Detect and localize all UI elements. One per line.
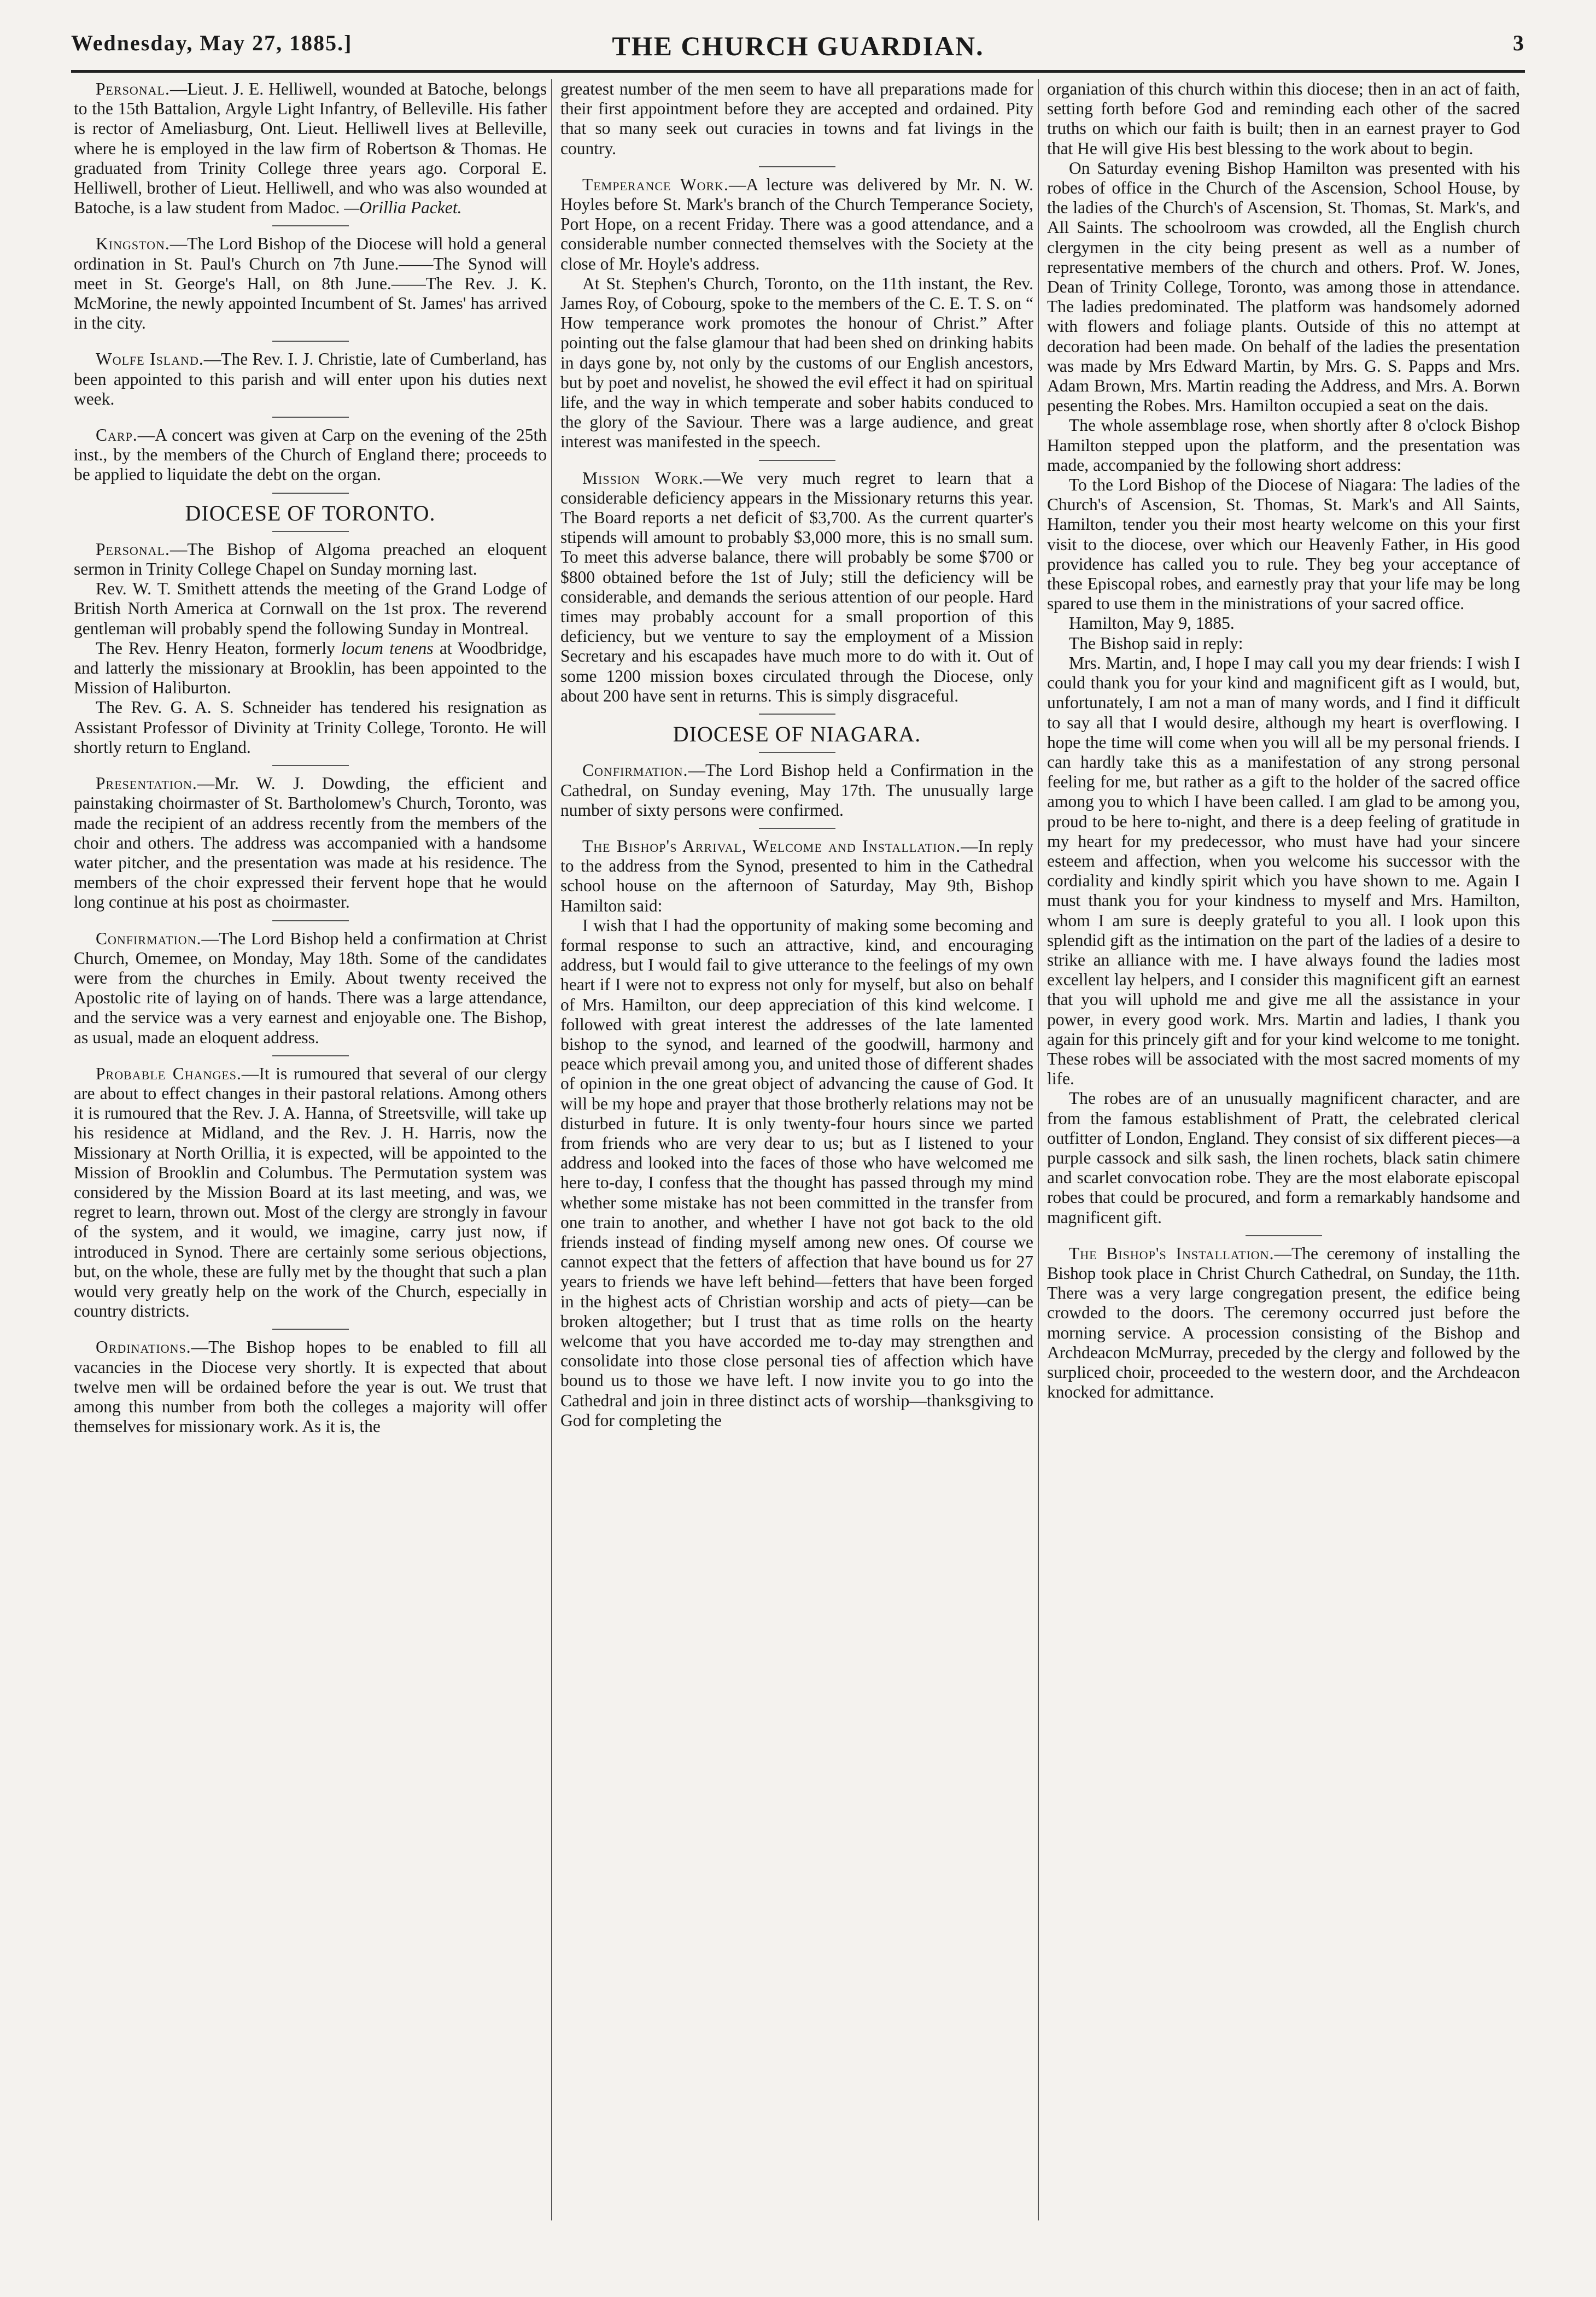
separator-rule [759, 714, 835, 715]
article-paragraph: To the Lord Bishop of the Diocese of Niagara: The ladies of the Church's of Ascension, St. Thomas, St. Mark's and All Saints, Hamilton, tender you their most hearty welcome on this your first visit to the diocese, over which our Heavenly Father, in His good providence has called you to rule. They beg your acceptance of these Episcopal robes, and earnestly pray that your life may be long spared to use them in the ministrations of your sacred office. [1047, 475, 1520, 613]
source-credit: —Orillia Packet. [344, 198, 462, 218]
article-paragraph [74, 234, 547, 333]
article-paragraph: Hamilton, May 9, 1885. [1069, 613, 1235, 633]
article-paragraph: On Saturday evening Bishop Hamilton was presented with his robes of office in the Church of the Ascension, School House, by the ladies of the Church's of Ascension, St. Thomas, St. Mark's, and All Saints. The schoolroom was crowded, all the English church clergymen in the city being present as well as a number of representative members of the church and others. Prof. W. Jones, Dean of Trinity College, Toronto, was among those in attendance. The ladies predominated. The platform was handsomely adorned with flowers and foliage plants. Outside of this no attempt at decoration had been made. On behalf of the ladies the presentation was made by Mrs Edward Martin, by Mrs. G. S. Papps and Mrs. Adam Brown, Mrs. Martin reading the Address, and Mrs. A. Borwn pesenting the Robes. Mrs. Hamilton occupied a seat on the dais. [1047, 158, 1520, 416]
paragraph-text: —We very much regret to learn that a considerable deficiency appears in the Missionary returns this year. The Board reports a net deficit of $3,700. As the current quarter's stipends will amount to probably $3,000 more, this is no small sum. To meet this adverse balance, there will probably be some $700 or $800 obtained before the 1st of July; still the deficiency will be considerable, and demands the serious attention of our people. Hard times may probably account for a small proportion of this deficiency, but we venture to say the employment of a Mission Secretary and his escapades have much more to do with it. Out of some 1200 mission boxes circulated through the Diocese, only about 200 have sent in returns. This is simply disgraceful. [560, 468, 1033, 705]
separator-rule [759, 828, 835, 829]
separator-rule [272, 341, 349, 342]
article-paragraph [74, 1337, 547, 1436]
item-lead: Personal. [96, 539, 170, 559]
article-paragraph: The robes are of an unusually magnificent character, and are from the famous establishment of Pratt, the celebrated clerical outfitter of London, England. They consist of six different pieces—a purple cassock and silk sash, the linen rochets, black satin chimere and scarlet convocation robe. They are the most elaborate episcopal robes that could be procured, and form a remarkably handsome and magnificent gift. [1047, 1089, 1520, 1227]
separator-rule [759, 166, 835, 167]
article-paragraph: Mrs. Martin, and, I hope I may call you my dear friends: I wish I could thank you for your kind and magnificent gift as I would, but, unfortunately, I am not a man of many words, and I find it difficult to say all that I would desire, although my heart is overflowing. I hope the time will come when you will all be my personal friends. I can hardly take this as a manifestation of any strong personal feeling for me, but rather as a gift to the holder of the sacred office among you to which I have been called. I am glad to be among you, proud to be here to-night, and there is a deep feeling of gratitude in my heart for my predecessor, who must have had your sincere esteem and affection, when you welcome his successor with the cordiality and kindly spirit which you have shown to me. Again I must thank you for your kindness to myself and Mrs. Hamilton, whom I am sure is deeply grateful to you all. I look upon this splendid gift as the intimation on the part of the ladies of a desire to strike an alliance with me. I have always found the ladies most excellent lay helpers, and I consider this magnificent gift an earnest that you will uphold me and give me all the assistance in your power, in every good work. Mrs. Martin and ladies, I thank you again for this princely gift and for your kind welcome to me tonight. These robes will be associated with the most sacred moments of my life. [1047, 653, 1520, 1089]
item-lead: Probable Changes. [96, 1063, 242, 1083]
article-paragraph [74, 425, 547, 485]
column-1 [74, 79, 547, 1436]
separator-rule [1246, 1235, 1322, 1236]
article-paragraph [74, 79, 547, 218]
italic-phrase: locum tenens [341, 638, 434, 658]
item-lead: Presentation. [96, 774, 197, 793]
separator-rule [272, 531, 349, 532]
column-2 [560, 79, 1033, 1430]
paragraph-text: —The Bishop of Algoma preached an eloquent sermon in Trinity College Chapel on Sunday morning last. [74, 539, 547, 579]
item-lead: Confirmation. [582, 761, 688, 780]
separator-rule [759, 752, 835, 753]
separator-rule [272, 493, 349, 494]
article-paragraph [74, 639, 547, 698]
article-paragraph: The Rev. G. A. S. Schneider has tendered his resignation as Assistant Professor of Divinity at Trinity College, Toronto. He will shortly return to England. [74, 698, 547, 757]
paragraph-text: —The Rev. I. J. Christie, late of Cumberland, has been appointed to this parish and will enter upon his duties next week. [74, 349, 547, 408]
section-heading: DIOCESE OF NIAGARA. [673, 722, 921, 747]
column-3 [1047, 79, 1520, 1402]
paragraph-text: —It is rumoured that several of our clergy are about to effect changes in their pastoral relations. Among others it is rumoured that the Rev. J. A. Hanna, of Streetsville, will take up his residence at Midland, and the Rev. J. H. Harris, now the Missionary at North Orillia, it is expected, will be appointed to the Mission of Brooklin and Columbus. The Permutation system was considered by the Mission Board at its last meeting, and was, we regret to learn, thrown out. Most of the clergy are strongly in favour of the system, and it would, we imagine, carry just now, if introduced in Synod. There are certainly some serious objections, but, on the whole, these are fully met by the thought that such a plan would very greatly help on the work of the Church, especially in country districts. [74, 1063, 547, 1321]
paragraph-text: The Rev. Henry Heaton, formerly [96, 638, 335, 658]
article-paragraph [74, 929, 547, 1048]
paragraph-text: —The Lord Bishop held a Confirmation in the Cathedral, on Sunday evening, May 17th. The unusually large number of sixty persons were confirmed. [560, 761, 1033, 820]
article-paragraph: I wish that I had the opportunity of making some becoming and formal response to such an attractive, kind, and encouraging address, but I would fail to give utterance to the feelings of my own heart if I were not to express not only for myself, but also on behalf of Mrs. Hamilton, our deep appreciation of this kind welcome. I followed with great interest the addresses of the late lamented bishop to the synod, and learned of the goodwill, harmony and peace which prevail among you, and united those of different shades of opinion in the one great object of advancing the cause of God. It will be my hope and prayer that those brotherly relations may not be disturbed in future. It is only twenty-four hours since we parted from friends who are very dear to us; but as I listened to your address and looked into the faces of those who have welcomed me here to-day, I confess that the thought has passed through my mind whether some mistake has not been committed in the transfer from one train to another, and whether I have not got back to the old friends instead of finding myself among new ones. Of course we cannot expect that the fetters of affection that have bound us for 27 years to friends we have left behind—fetters that have been forged in the highest acts of Christian worship and acts of piety—can be broken altogether; but I trust that as time rolls on the hearty welcome that you have accorded me to-day may strengthen and consolidate into those close personal ties of affection which have bound us to those we have left. I now invite you to go into the Cathedral and join in three distinct acts of worship—thanksgiving to God for completing the [560, 915, 1033, 1430]
item-lead: Confirmation. [96, 928, 202, 948]
article-paragraph: greatest number of the men seem to have all preparations made for their first appointment before they are accepted and ordained. Pity that so many seek out curacies in towns and fat livings in the country. [560, 79, 1033, 158]
separator-rule [272, 1329, 349, 1330]
item-lead: Kingston. [96, 234, 170, 254]
item-lead: Carp. [96, 425, 138, 445]
article-paragraph [74, 774, 547, 912]
newspaper-title: THE CHURCH GUARDIAN. [612, 31, 984, 61]
paragraph-text: —The Lord Bishop held a confirmation at Christ Church, Omemee, on Monday, May 18th. Some of the candidates were from the churches in Emily. About twenty received the Apostolic rite of laying on of hands. There was a large attendance, and the service was a very earnest and enjoyable one. The Bishop, as usual, made an eloquent address. [74, 928, 547, 1047]
paragraph-text: —A lecture was delivered by Mr. N. W. Hoyles before St. Mark's branch of the Church Temperance Society, Port Hope, on a recent Friday. There was a good attendance, and a considerable number connected themselves with the Society at the close of Mr. Hoyle's address. [560, 174, 1033, 273]
header-rule [71, 70, 1525, 73]
item-lead: The Bishop's Arrival, Welcome and Installation. [582, 836, 961, 856]
article-paragraph: organiation of this church within this diocese; then in an act of faith, setting forth before God and reminding each other of the sacred truths on which our faith is built; then in an earnest prayer to God that He will give His best blessing to the work about to begin. [1047, 79, 1520, 158]
paragraph-text: —Mr. W. J. Dowding, the efficient and painstaking choirmaster of St. Bartholomew's Church, Toronto, was made the recipient of an address recently from the members of the choir and others. The address was accompanied with a handsome water pitcher, and the presentation was made at his residence. The members of the choir expressed their fervent hope that he would long continue at his post as choirmaster. [74, 774, 547, 912]
item-lead: The Bishop's Installation. [1069, 1243, 1275, 1263]
item-lead: Mission Work. [582, 468, 704, 488]
separator-rule [272, 225, 349, 226]
paragraph-text: —In reply to the address from the Synod, presented to him in the Cathedral school house on the afternoon of Saturday, May 9th, Bishop Hamilton said: [560, 836, 1033, 915]
paragraph-text: —A concert was given at Carp on the evening of the 25th inst., by the members of the Church of England there; proceeds to be applied to liquidate the debt on the organ. [74, 425, 547, 484]
article-paragraph [560, 761, 1033, 820]
article-paragraph [560, 175, 1033, 274]
article-paragraph [74, 540, 547, 579]
item-lead: Personal. [96, 79, 170, 98]
article-paragraph [560, 837, 1033, 916]
issue-date: Wednesday, May 27, 1885.] [71, 31, 353, 55]
item-lead: Wolfe Island. [96, 349, 204, 369]
column-divider [1038, 79, 1039, 2220]
article-paragraph [74, 349, 547, 409]
separator-rule [272, 417, 349, 418]
section-heading: DIOCESE OF TORONTO. [185, 500, 436, 525]
article-paragraph [560, 469, 1033, 706]
article-paragraph [1047, 1244, 1520, 1402]
separator-rule [272, 1055, 349, 1056]
separator-rule [272, 920, 349, 921]
article-paragraph: Rev. W. T. Smithett attends the meeting of the Grand Lodge of British North America at Cornwall on the 1st prox. The reverend gentleman will probably spend the following Sunday in Montreal. [74, 579, 547, 638]
item-lead: Temperance Work. [582, 174, 729, 194]
paragraph-text: —The ceremony of installing the Bishop took place in Christ Church Cathedral, on Sunday, the 11th. There was a very large congregation present, the edifice being crowded to the doors. The ceremony occurred just before the morning service. A procession consisting of the Bishop and Archdeacon McMurray, preceded by the clergy and followed by the surpliced choir, proceeded to the western door, and the Archdeacon knocked for admittance. [1047, 1243, 1520, 1402]
article-paragraph: The whole assemblage rose, when shortly after 8 o'clock Bishop Hamilton stepped upon the platform, and the presentation was made, accompanied by the following short address: [1047, 416, 1520, 475]
masthead [71, 30, 1525, 68]
column-divider [551, 79, 552, 2220]
article-paragraph: The Bishop said in reply: [1069, 633, 1243, 653]
paragraph-text: —Lieut. J. E. Helliwell, wounded at Batoche, belongs to the 15th Battalion, Argyle Light Infantry, of Belleville. His father is rector of Ameliasburg, Ont. Lieut. Helliwell lives at Belleville, where he is employed in the law firm of Robertson & Thomas. He graduated from Trinity College three years ago. Corporal E. Helliwell, brother of Lieut. Helliwell, and who was also wounded at Batoche, is a law student from Madoc. [74, 79, 547, 218]
paragraph-text: at Woodbridge, and latterly the missionary at Brooklin, has been appointed to the Mission of Haliburton. [74, 638, 547, 698]
paragraph-text: —The Bishop hopes to be enabled to fill all vacancies in the Diocese very shortly. It is expected that about twelve men will be ordained before the year is out. We trust that among this number from both the colleges a majority will offer themselves for missionary work. As it is, the [74, 1337, 547, 1436]
separator-rule [272, 765, 349, 766]
item-lead: Ordinations. [96, 1337, 191, 1357]
article-paragraph [74, 1064, 547, 1322]
article-paragraph: At St. Stephen's Church, Toronto, on the 11th instant, the Rev. James Roy, of Cobourg, spoke to the members of the C. E. T. S. on “ How temperance work promotes the honour of Christ.” After pointing out the false glamour that had been shed on drinking habits in days gone by, not only by the customs of our English ancestors, but by poet and novelist, he showed the evil effect it had on spiritual life, and the way in which temperate and sober habits conduced to the glory of the Saviour. There was a large audience, and great interest was manifested in the speech. [560, 273, 1033, 452]
page-number: 3 [1513, 31, 1525, 55]
paragraph-text: —The Lord Bishop of the Diocese will hold a general ordination in St. Paul's Church on 7th June.——The Synod will meet in St. George's Hall, on 8th June.——The Rev. J. K. McMorine, the newly appointed Incumbent of St. James' has arrived in the city. [74, 234, 547, 333]
separator-rule [759, 460, 835, 461]
